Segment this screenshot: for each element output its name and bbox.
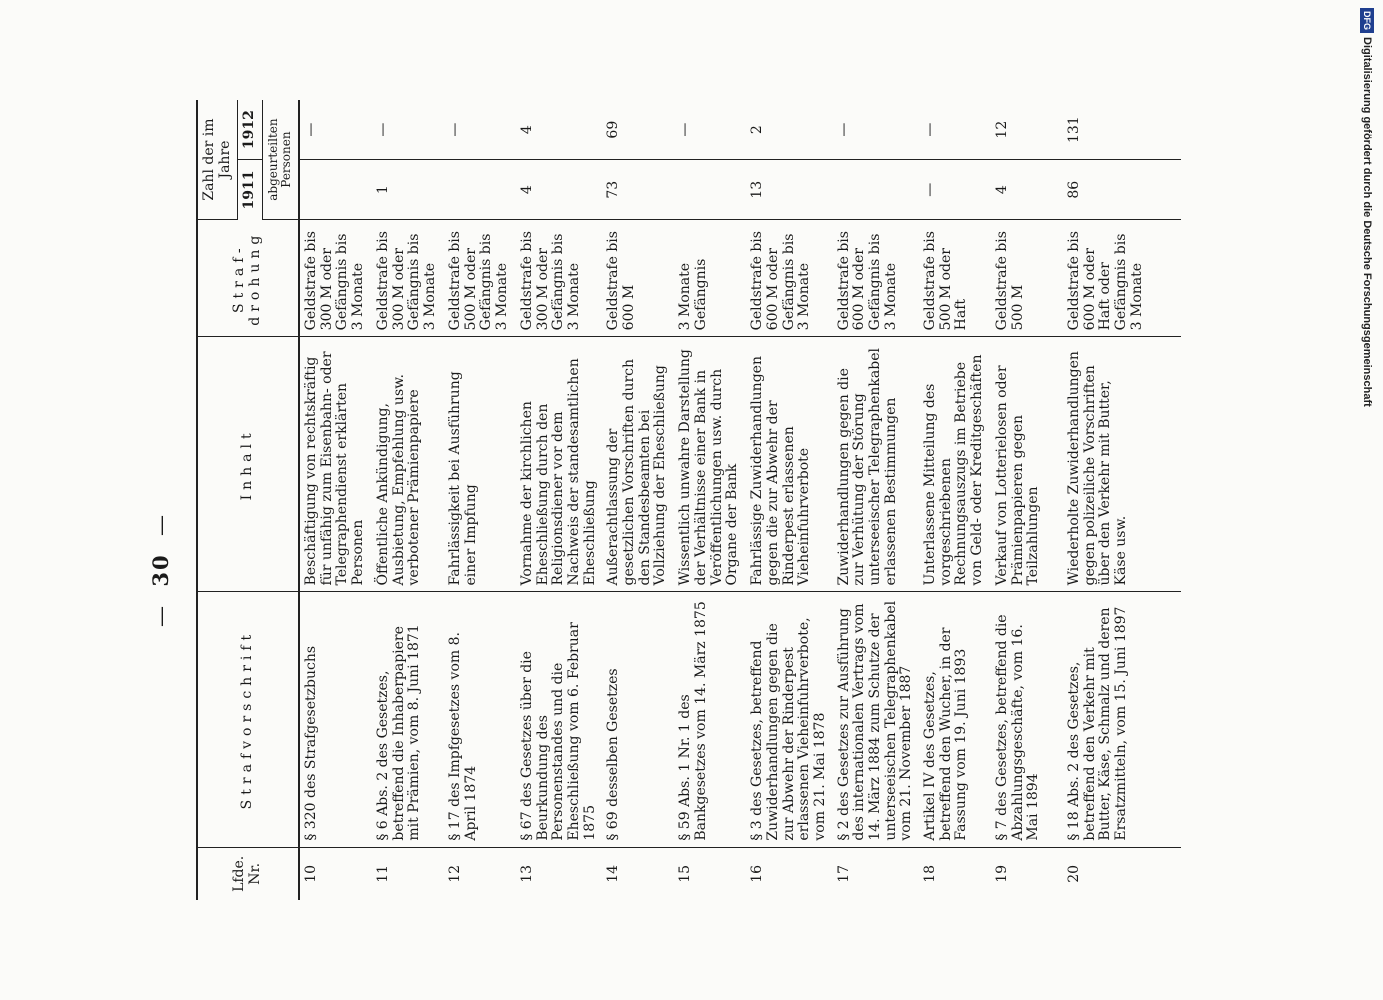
row-strafvorschrift: § 69 desselben Gesetzes [602, 592, 674, 847]
row-strafdrohung: Geldstrafe bis 600 M oder Gefängnis bis 3 Monate [833, 220, 919, 337]
row-number: 17 [835, 864, 852, 883]
table-row [746, 100, 832, 900]
row-strafvorschrift: § 67 des Gesetzes über die Beurkundung des Personenstandes und die Eheschließung vom 6. Februar 1875 [516, 592, 602, 847]
table-row [1063, 100, 1181, 900]
page-number: — 30 — [148, 513, 173, 627]
row-number: 14 [605, 864, 622, 883]
row-count-1912: — [919, 100, 991, 160]
row-count-1912: 69 [602, 100, 674, 160]
header-strafdrohung-line1: Straf- [231, 243, 248, 314]
row-inhalt: Wissentlich unwahre Darstellung der Verhältnisse einer Bank in Veröffentlichungen usw. durch Organe der Bank [674, 337, 746, 592]
row-strafdrohung: Geldstrafe bis 600 M [602, 220, 674, 337]
row-count-1912: 2 [746, 100, 832, 160]
row-number: 20 [1065, 864, 1082, 883]
header-inhalt: Inhalt [197, 337, 299, 592]
row-count-1912: — [674, 100, 746, 160]
table-row [299, 100, 372, 900]
row-inhalt: Beschäftigung von rechtskräftig für unfähig zum Eisenbahn- oder Telegraphendienst erklärten Personen [299, 337, 372, 592]
header-strafdrohung [197, 220, 299, 337]
row-strafdrohung: Geldstrafe bis 500 M [991, 220, 1063, 337]
row-inhalt: Verkauf von Lotterielosen oder Prämienpapieren gegen Teilzahlungen [991, 337, 1063, 592]
row-number: 12 [446, 864, 463, 883]
row-number: 15 [677, 864, 694, 883]
table-row [602, 100, 674, 900]
row-strafdrohung: Geldstrafe bis 300 M oder Gefängnis bis 3 Monate [516, 220, 602, 337]
row-count-1912: — [444, 100, 516, 160]
table-row [372, 100, 444, 900]
row-strafvorschrift: Artikel IV des Gesetzes, betreffend den Wucher, in der Fassung vom 19. Juni 1893 [919, 592, 991, 847]
row-count-1911: 13 [746, 160, 832, 220]
row-count-1911: 4 [516, 160, 602, 220]
row-count-1912: 131 [1063, 100, 1181, 160]
row-strafdrohung: Geldstrafe bis 500 M oder Haft [919, 220, 991, 337]
row-count-1911: 73 [602, 160, 674, 220]
table-row [444, 100, 516, 900]
dfg-logo: DFG [1360, 8, 1374, 33]
row-count-1912: — [833, 100, 919, 160]
row-strafvorschrift: § 7 des Gesetzes, betreffend die Abzahlungsgeschäfte, vom 16. Mai 1894 [991, 592, 1063, 847]
row-strafdrohung: Geldstrafe bis 300 M oder Gefängnis bis 3 Monate [299, 220, 372, 337]
row-count-1911 [674, 160, 746, 220]
table-row [919, 100, 991, 900]
row-strafdrohung: Geldstrafe bis 600 M oder Haft oder Gefängnis bis 3 Monate [1063, 220, 1181, 337]
row-strafvorschrift: § 59 Abs. 1 Nr. 1 des Bankgesetzes vom 14. März 1875 [674, 592, 746, 847]
row-number: 18 [921, 864, 938, 883]
row-strafdrohung: Geldstrafe bis 600 M oder Gefängnis bis 3 Monate [746, 220, 832, 337]
penal-provisions-table [196, 100, 1181, 900]
row-count-1911 [299, 160, 372, 220]
row-count-1912: — [372, 100, 444, 160]
row-strafvorschrift: § 3 des Gesetzes, betreffend Zuwiderhandlungen gegen die zur Abwehr der Rinderpest erlassenen Vieheinfuhrverbote, vom 21. Mai 1878 [746, 592, 832, 847]
row-inhalt: Außerachtlassung der gesetzlichen Vorschriften durch den Standesbeamten bei Vollziehung der Eheschließung [602, 337, 674, 592]
row-strafvorschrift: § 2 des Gesetzes zur Ausführung des internationalen Vertrags vom 14. März 1884 zum Schutze der unterseeischen Telegraphenkabel vom 21. November 1887 [833, 592, 919, 847]
row-inhalt: Öffentliche Ankündigung, Ausbietung, Empfehlung usw. verbotener Prämienpapiere [372, 337, 444, 592]
row-number: 11 [374, 864, 391, 883]
table-row [674, 100, 746, 900]
row-number: 13 [518, 864, 535, 883]
dfg-credit [1357, 8, 1377, 407]
row-inhalt: Wiederholte Zuwiderhandlungen gegen polizeiliche Vorschriften über den Verkehr mit Butter, Käse usw. [1063, 337, 1181, 592]
header-year-1912: 1912 [238, 100, 263, 160]
row-strafdrohung: 3 Monate Gefängnis [674, 220, 746, 337]
table-row [991, 100, 1063, 900]
header-abgeurteilt: abgeurteilten Personen [263, 100, 299, 220]
header-strafdrohung-line2: drohung [246, 230, 263, 326]
row-count-1911 [444, 160, 516, 220]
row-count-1912: 12 [991, 100, 1063, 160]
row-inhalt: Fahrlässigkeit bei Ausführung einer Impfung [444, 337, 516, 592]
row-count-1912: — [299, 100, 372, 160]
row-inhalt: Zuwiderhandlungen gegen die zur Verhütung der Störung unterseeischer Telegraphenkabel erlassenen Bestimmungen [833, 337, 919, 592]
row-strafvorschrift: § 320 des Strafgesetzbuchs [299, 592, 372, 847]
row-number: 10 [302, 864, 319, 883]
digitization-credit: Digitalisierung gefördert durch die Deutsche Forschungsgemeinschaft [1361, 37, 1373, 407]
header-nr: Lfde. Nr. [197, 847, 299, 900]
row-strafvorschrift: § 6 Abs. 2 des Gesetzes, betreffend die Inhaberpapiere mit Prämien, vom 8. Juni 1871 [372, 592, 444, 847]
header-strafvorschrift: Strafvorschrift [197, 592, 299, 847]
row-strafvorschrift: § 18 Abs. 2 des Gesetzes, betreffend den Verkehr mit Butter, Käse, Schmalz und deren Ersatzmitteln, vom 15. Juni 1897 [1063, 592, 1181, 847]
table-row [516, 100, 602, 900]
table-row [833, 100, 919, 900]
row-strafvorschrift: § 17 des Impfgesetzes vom 8. April 1874 [444, 592, 516, 847]
row-count-1911: 86 [1063, 160, 1181, 220]
row-count-1911: 4 [991, 160, 1063, 220]
header-zahl: Zahl der im Jahre [197, 100, 238, 220]
row-inhalt: Fahrlässige Zuwiderhandlungen gegen die zur Abwehr der Rinderpest erlassenen Vieheinfuhrverbote [746, 337, 832, 592]
row-number: 16 [749, 864, 766, 883]
row-number: 19 [993, 864, 1010, 883]
row-count-1911 [833, 160, 919, 220]
row-inhalt: Unterlassene Mitteilung des vorgeschriebenen Rechnungsauszugs im Betriebe von Geld- oder Kreditgeschäften [919, 337, 991, 592]
header-year-1911: 1911 [238, 160, 263, 220]
row-inhalt: Vornahme der kirchlichen Eheschließung durch den Religionsdiener vor dem Nachweis der standesamtlichen Eheschließung [516, 337, 602, 592]
row-count-1911: — [919, 160, 991, 220]
row-count-1912: 4 [516, 100, 602, 160]
row-count-1911: 1 [372, 160, 444, 220]
row-strafdrohung: Geldstrafe bis 300 M oder Gefängnis bis 3 Monate [372, 220, 444, 337]
row-strafdrohung: Geldstrafe bis 500 M oder Gefängnis bis 3 Monate [444, 220, 516, 337]
